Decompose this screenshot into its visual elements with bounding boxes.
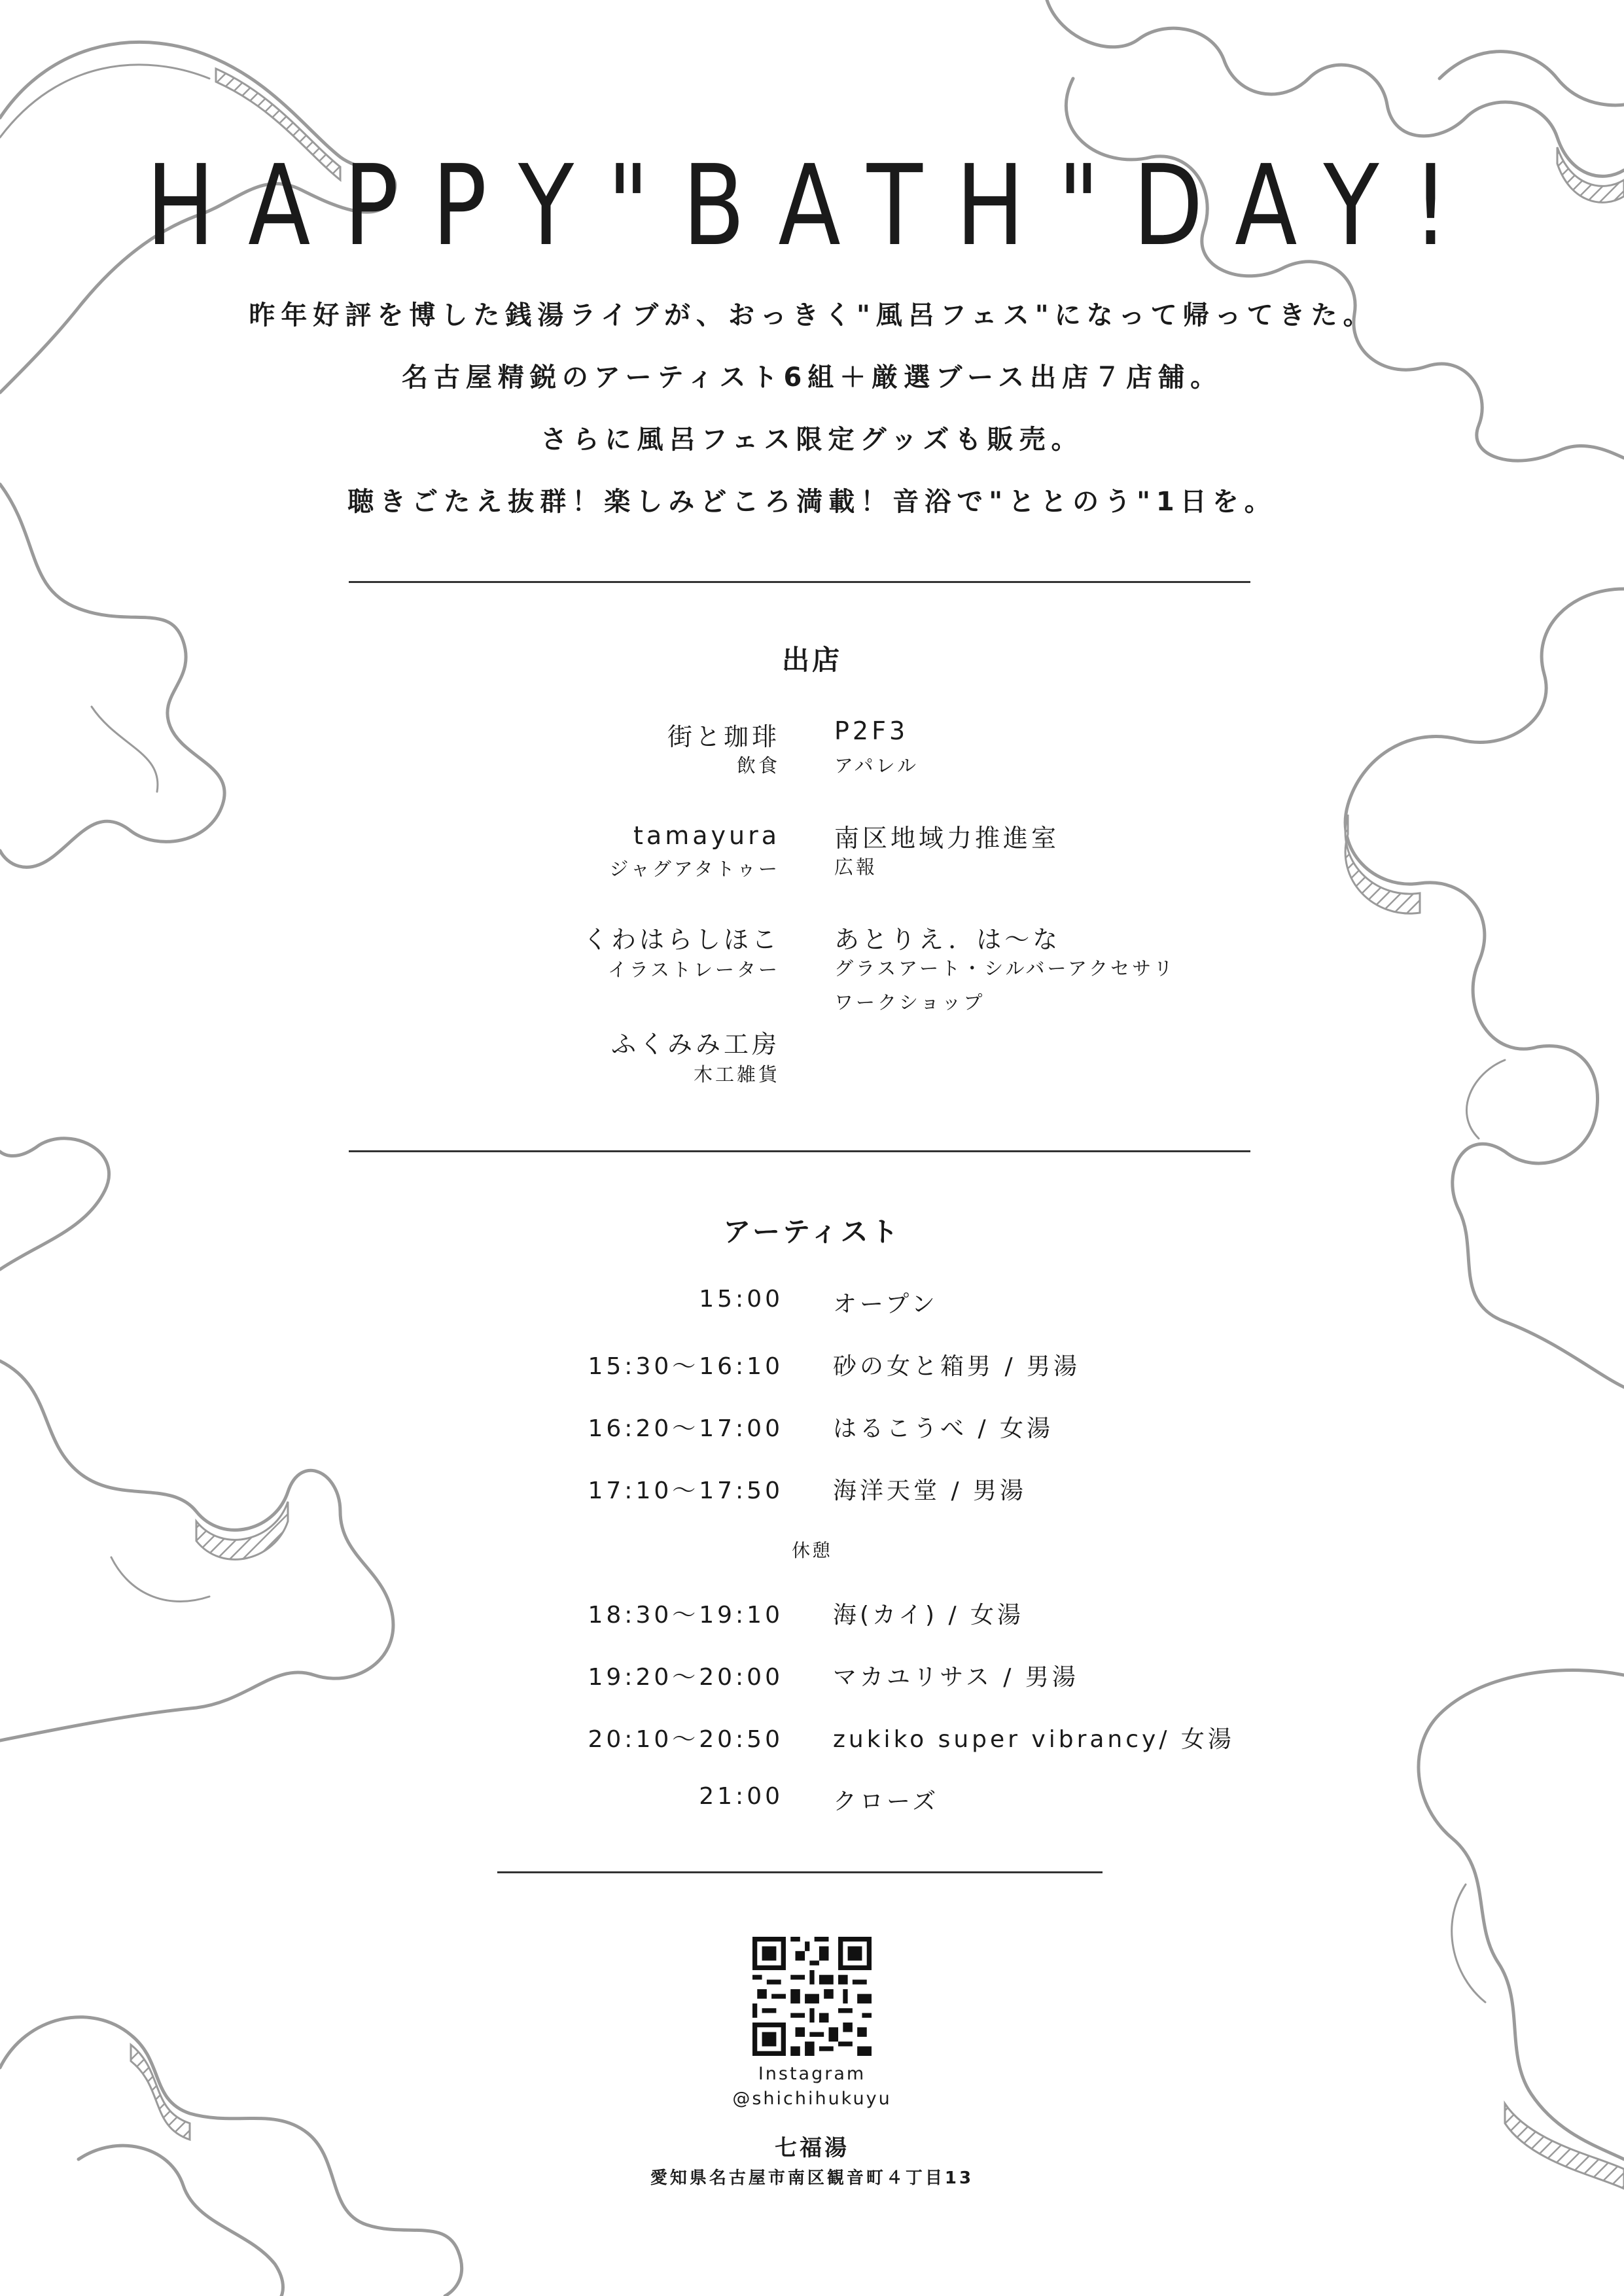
schedule-time: 18:30〜19:10 (588, 1602, 783, 1629)
schedule-act: マカユリサス / 男湯 (833, 1664, 1079, 1691)
schedule-time: 20:10〜20:50 (588, 1726, 783, 1753)
schedule-time: 21:00 (699, 1783, 783, 1810)
divider (349, 1150, 1250, 1152)
shop-category: 飲食 (736, 754, 780, 777)
shop-category: ワークショップ (834, 991, 985, 1014)
shop-name: tamayura (633, 821, 780, 850)
schedule-time: 19:20〜20:00 (588, 1664, 783, 1691)
break-label: 休憩 (791, 1540, 832, 1561)
schedule-act: 海洋天堂 / 男湯 (833, 1477, 1027, 1504)
divider (349, 581, 1250, 583)
shop-name: くわはらしほこ (582, 925, 780, 954)
shop-category: ジャグアタトゥー (609, 858, 780, 880)
divider (497, 1871, 1103, 1873)
instagram-label: Instagram (758, 2064, 866, 2084)
shop-category: 広報 (834, 856, 878, 878)
schedule-time: 15:00 (699, 1286, 783, 1313)
shop-category: 木工雑貨 (693, 1063, 780, 1086)
intro-line-3: さらに風呂フェス限定グッズも販売。 (540, 425, 1084, 455)
instagram-handle[interactable]: @shichihukuyu (732, 2089, 892, 2109)
qr-code-icon[interactable] (752, 1937, 872, 2056)
shop-name: ふくみみ工房 (610, 1030, 780, 1059)
schedule-act: zukiko super vibrancy/ 女湯 (833, 1726, 1235, 1753)
shops-heading: 出店 (781, 644, 842, 676)
artists-heading: アーティスト (723, 1216, 901, 1248)
schedule-act: はるこうべ / 女湯 (833, 1415, 1054, 1442)
schedule-time: 16:20〜17:00 (588, 1415, 783, 1442)
schedule-act: 砂の女と箱男 / 男湯 (833, 1353, 1081, 1380)
shop-category: グラスアート・シルバーアクセサリ (834, 957, 1176, 980)
schedule-act: 海(カイ) / 女湯 (833, 1602, 1025, 1629)
schedule-act: オープン (833, 1291, 938, 1318)
intro-line-2: 名古屋精鋭のアーティスト6組＋厳選ブース出店７店舗。 (401, 362, 1223, 393)
venue-name: 七福湯 (775, 2135, 849, 2161)
schedule-time: 17:10〜17:50 (588, 1477, 783, 1504)
intro-line-1: 昨年好評を博した銭湯ライブが、おっきく"風呂フェス"になって帰ってきた。 (249, 300, 1375, 330)
shop-category: アパレル (834, 754, 919, 777)
schedule-time: 15:30〜16:10 (588, 1353, 783, 1380)
shop-category: イラストレーター (607, 959, 780, 981)
shop-name: あとりえ．は〜な (834, 925, 1061, 954)
venue-address: 愛知県名古屋市南区観音町４丁目13 (650, 2168, 974, 2188)
intro-line-4: 聴きごたえ抜群！楽しみどころ満載！音浴で"ととのう"1日を。 (347, 487, 1277, 517)
shop-name: P2F3 (834, 716, 909, 745)
page-title: HAPPY"BATH"DAY! (146, 141, 1483, 271)
shop-name: 街と珈琲 (667, 722, 780, 751)
shop-name: 南区地域力推進室 (834, 824, 1060, 853)
schedule-act: クローズ (833, 1788, 940, 1815)
